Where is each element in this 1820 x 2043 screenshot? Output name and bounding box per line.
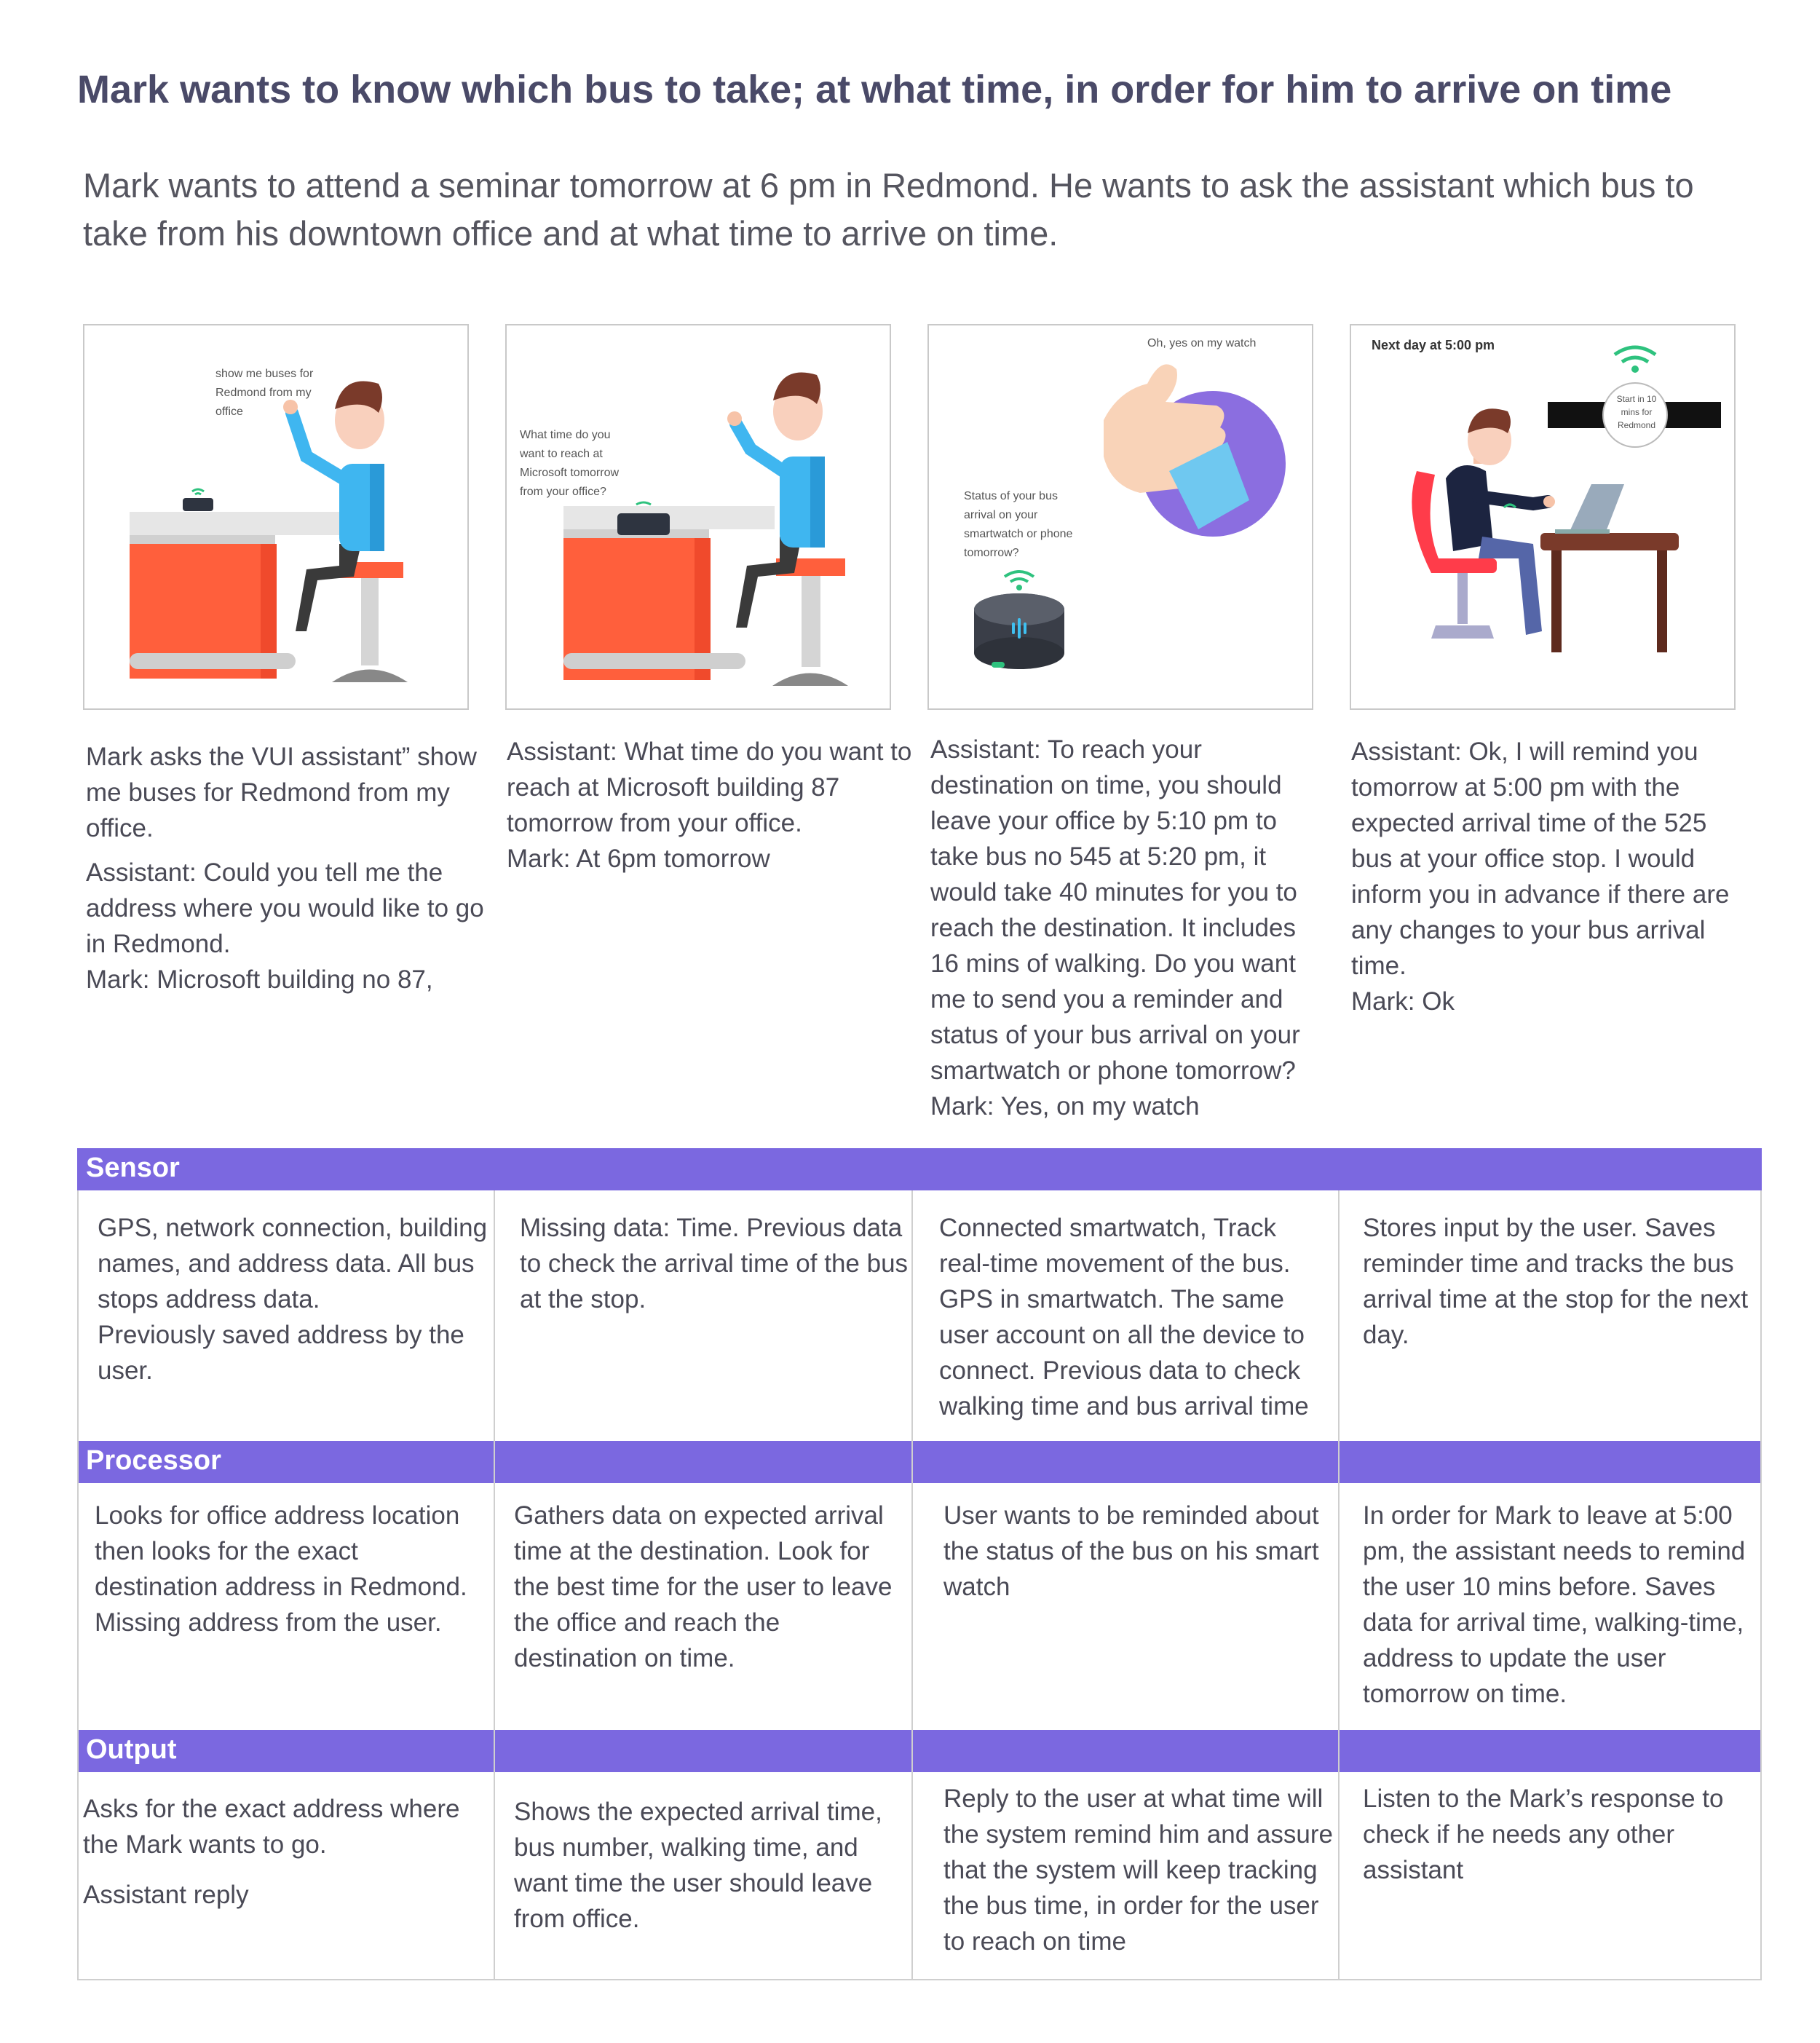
storyboard-panel-4 (1350, 324, 1736, 710)
story-4: Assistant: Ok, I will remind you tomorrow at 5:00 pm with the expected arrival time of the 525 bus at your office stop. I would inform you in advance if there are any changes to your bus arrival time. Mark: Ok (1351, 738, 1730, 1016)
output-cell-2: Shows the expected arrival time, bus number, walking time, and want time the user should leave from office. (514, 1798, 882, 1933)
output-cell-1: Asks for the exact address where the Mark wants to go. Assistant reply (83, 1795, 460, 1909)
output-cell-3: Reply to the user at what time will the system remind him and assure that the system will keep tracking the bus time, in order for the user to reach on time (943, 1785, 1333, 1956)
processor-band (77, 1441, 1762, 1483)
panel-3-speech: Status of your bus arrival on your smartwatch or phone tomorrow? (964, 490, 1073, 559)
panel-3-reply: Oh, yes on my watch (1147, 337, 1257, 349)
processor-cell-4: In order for Mark to leave at 5:00 pm, the assistant needs to remind the user 10 mins before. Saves data for arrival time, walking-time, address to update the user tomorrow on time. (1363, 1501, 1746, 1708)
sensor-cell-4: Stores input by the user. Saves reminder time and tracks the bus arrival time at the stop for the next day. (1363, 1214, 1749, 1349)
processor-cell-2: Gathers data on expected arrival time at the destination. Look for the best time for the user to leave the office and reach the destination on time. (514, 1501, 893, 1672)
table-border-bottom (77, 1979, 1762, 1980)
table-border-right (1760, 1190, 1762, 1980)
processor-cell-3: User wants to be reminded about the status of the bus on his smart watch (943, 1501, 1319, 1601)
table-divider-1 (494, 1190, 495, 1980)
processor-label: Processor (86, 1445, 221, 1476)
processor-cell-1: Looks for office address location then looks for the exact destination address in Redmond. Missing address from the user. (95, 1501, 467, 1637)
output-cell-4: Listen to the Mark’s response to check if he needs any other assistant (1363, 1785, 1724, 1884)
scenario-intro: Mark wants to attend a seminar tomorrow at 6 pm in Redmond. He wants to ask the assistant which bus to take from his downtown office and at what time to arrive on time. (83, 166, 1694, 253)
output-label: Output (86, 1734, 177, 1765)
story-3: Assistant: To reach your destination on time, you should leave your office by 5:10 pm to take bus no 545 at 5:20 pm, it would take 40 minutes for you to reach the destination. It includes 16 mins of walking. Do you want me to send you a reminder and status of your bus arrival on your smartwatch or phone tomorrow? Mark: Yes, on my watch (930, 735, 1300, 1121)
assistant-speaking-illustration (507, 325, 891, 710)
panel-1-speech: show me buses for Redmond from my office (215, 368, 314, 418)
storyboard-panel-3 (927, 324, 1313, 710)
person-with-watch-illustration (1351, 325, 1736, 710)
table-divider-3 (1338, 1190, 1340, 1980)
sensor-band (77, 1148, 1762, 1190)
sensor-cell-1: GPS, network connection, building names, and address data. All bus stops address data. Previously saved address by the user. (98, 1214, 488, 1385)
page-title: Mark wants to know which bus to take; at what time, in order for him to arrive on time (77, 68, 1672, 111)
storyboard-panel-2 (505, 324, 891, 710)
output-band (77, 1730, 1762, 1772)
sensor-cell-2: Missing data: Time. Previous data to check the arrival time of the bus at the stop. (520, 1214, 909, 1313)
story-1: Mark asks the VUI assistant” show me buses for Redmond from my office. Assistant: Could you tell me the address where you would like to go in Redmond. Mark: Microsoft building no 87, (86, 743, 484, 994)
panel-4-header: Next day at 5:00 pm (1372, 338, 1495, 352)
sensor-cell-3: Connected smartwatch, Track real-time movement of the bus. GPS in smartwatch. The same user account on all the device to connect. Previous data to check walking time and bus arrival time (939, 1214, 1309, 1420)
storyboard-panel-1 (83, 324, 469, 710)
table-border-left (77, 1190, 79, 1980)
story-2: Assistant: What time do you want to reach at Microsoft building 87 tomorrow from your office. Mark: At 6pm tomorrow (507, 738, 912, 873)
panel-2-speech: What time do you want to reach at Microsoft tomorrow from your office? (520, 429, 620, 498)
watch-notification: Start in 10 mins for Redmond (1616, 394, 1657, 430)
sensor-label: Sensor (86, 1153, 180, 1183)
